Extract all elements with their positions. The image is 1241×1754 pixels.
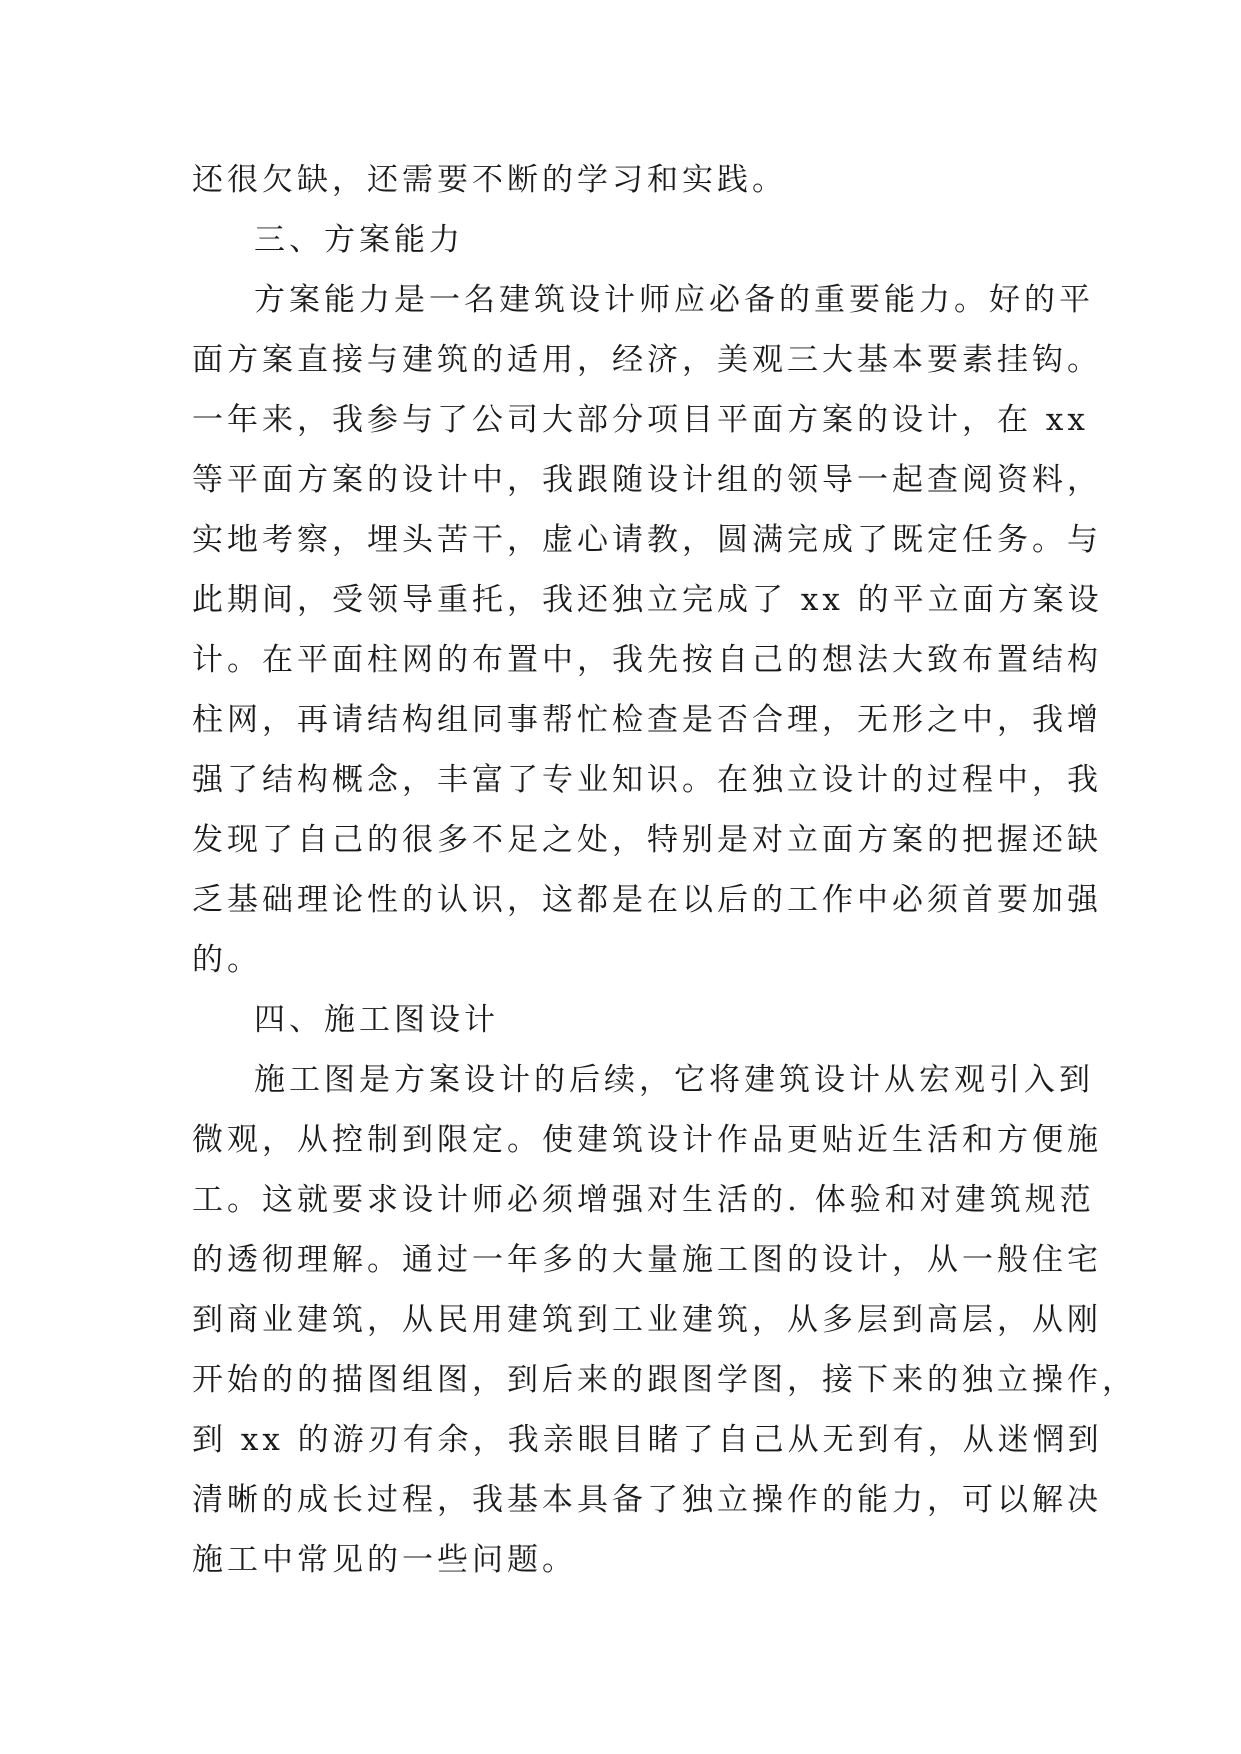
text-line: 到 xx 的游刃有余，我亲眼目睹了自己从无到有，从迷惘到 [192, 1422, 1103, 1458]
text-line: 强了结构概念，丰富了专业知识。在独立设计的过程中，我 [192, 762, 1102, 798]
text-line: 到商业建筑，从民用建筑到工业建筑，从多层到高层，从刚 [192, 1302, 1102, 1338]
text-line: 一年来，我参与了公司大部分项目平面方案的设计，在 xx [192, 402, 1089, 438]
text-line: 的。 [192, 942, 262, 978]
section-heading-4: 四、施工图设计 [254, 1002, 499, 1038]
section-heading-3: 三、方案能力 [254, 222, 464, 258]
text-line: 柱网，再请结构组同事帮忙检查是否合理，无形之中，我增 [192, 702, 1102, 738]
text-line: 面方案直接与建筑的适用，经济，美观三大基本要素挂钩。 [192, 342, 1102, 378]
text-line: 施工图是方案设计的后续，它将建筑设计从宏观引入到 [254, 1062, 1094, 1098]
text-line: 工。这就要求设计师必须增强对生活的. 体验和对建筑规范 [192, 1182, 1095, 1218]
text-line: 施工中常见的一些问题。 [192, 1542, 577, 1578]
text-line: 微观，从控制到限定。使建筑设计作品更贴近生活和方便施 [192, 1122, 1102, 1158]
text-line: 的透彻理解。通过一年多的大量施工图的设计，从一般住宅 [192, 1242, 1102, 1278]
text-line: 发现了自己的很多不足之处，特别是对立面方案的把握还缺 [192, 822, 1102, 858]
text-line: 开始的的描图组图，到后来的跟图学图，接下来的独立操作， [192, 1362, 1137, 1398]
text-line: 等平面方案的设计中，我跟随设计组的领导一起查阅资料， [192, 462, 1102, 498]
text-line: 清晰的成长过程，我基本具备了独立操作的能力，可以解决 [192, 1482, 1102, 1518]
text-line: 方案能力是一名建筑设计师应必备的重要能力。好的平 [254, 282, 1094, 318]
text-line: 此期间，受领导重托，我还独立完成了 xx 的平立面方案设 [192, 582, 1103, 618]
text-line: 计。在平面柱网的布置中，我先按自己的想法大致布置结构 [192, 642, 1102, 678]
text-line: 实地考察，埋头苦干，虚心请教，圆满完成了既定任务。与 [192, 522, 1102, 558]
text-line: 还很欠缺，还需要不断的学习和实践。 [192, 162, 787, 198]
text-line: 乏基础理论性的认识，这都是在以后的工作中必须首要加强 [192, 882, 1102, 918]
